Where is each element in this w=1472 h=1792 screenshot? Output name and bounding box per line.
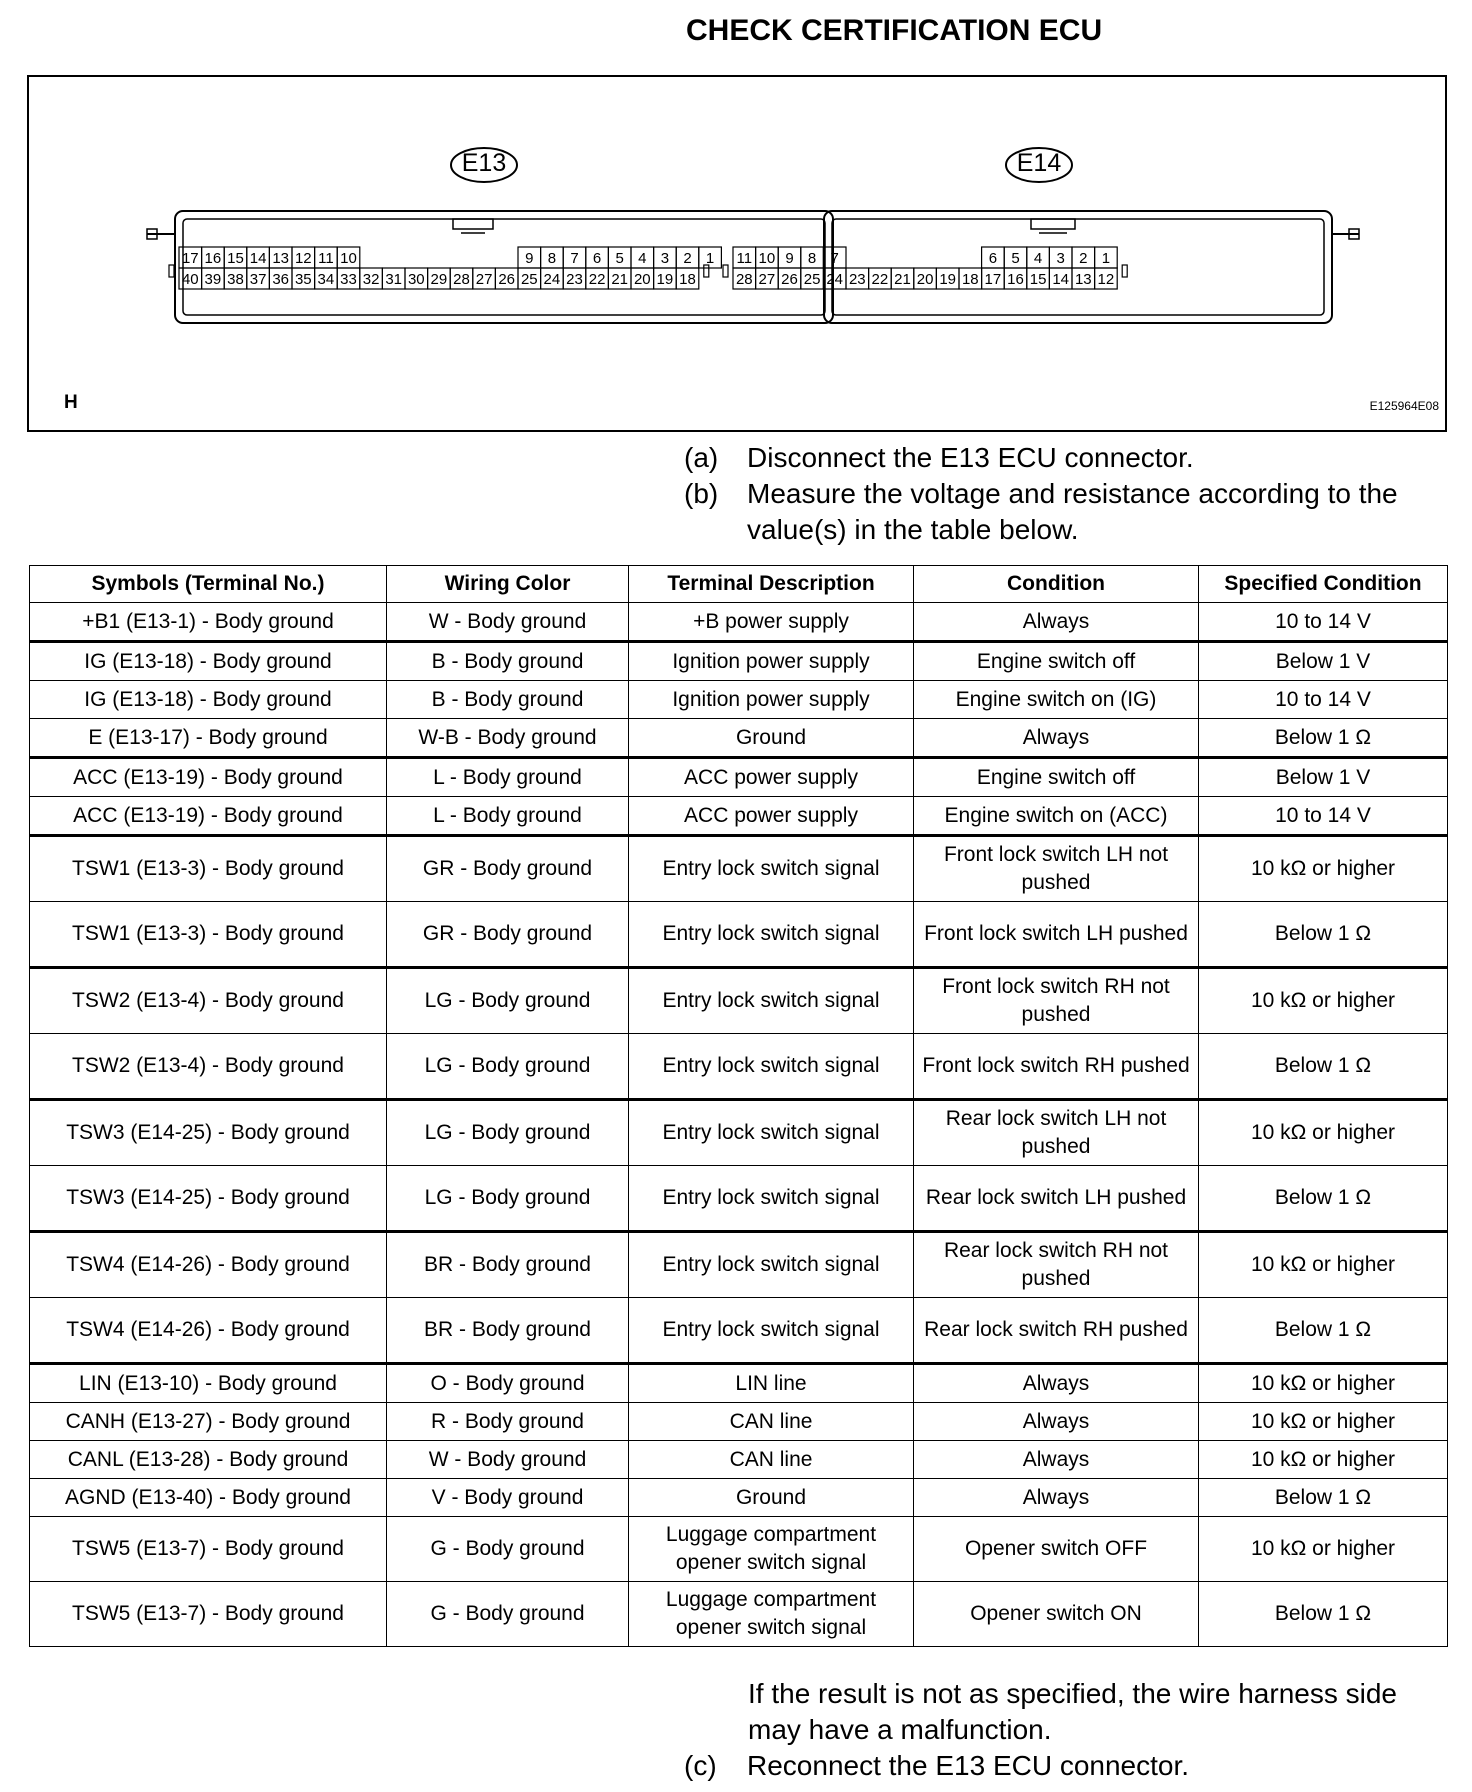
- pin-number: 19: [939, 271, 957, 288]
- pin-number: 13: [1074, 271, 1092, 288]
- cell-symbols: TSW5 (E13-7) - Body ground: [30, 1582, 387, 1647]
- pin-number: 8: [807, 250, 817, 267]
- connector-side-tab: [723, 265, 728, 277]
- pin-number: 38: [227, 271, 244, 288]
- e14-label: E14: [1016, 149, 1062, 177]
- cell-terminal-description: Entry lock switch signal: [629, 1232, 914, 1298]
- pin-number: 8: [547, 250, 557, 267]
- pin-number: 27: [475, 271, 493, 288]
- cell-condition: Engine switch on (IG): [914, 681, 1199, 719]
- pin-number: 23: [566, 271, 583, 288]
- cell-terminal-description: Ignition power supply: [629, 642, 914, 681]
- pin-grid: [169, 247, 1127, 289]
- pin-number: 2: [683, 250, 692, 267]
- pin-number: 18: [961, 271, 979, 288]
- cell-condition: Always: [914, 719, 1199, 758]
- pin-number: 24: [543, 271, 561, 288]
- table-row: [30, 1100, 1448, 1166]
- cell-terminal-description: Entry lock switch signal: [629, 968, 914, 1034]
- pin-number: 20: [633, 271, 651, 288]
- table-row: [30, 1441, 1448, 1479]
- cell-wiring-color: B - Body ground: [387, 642, 629, 681]
- cell-wiring-color: GR - Body ground: [387, 902, 629, 968]
- pin-number: 14: [249, 250, 267, 267]
- cell-condition: Always: [914, 1479, 1199, 1517]
- pin-number: 11: [318, 250, 334, 267]
- pin-number: 6: [988, 250, 998, 267]
- pin-number: 36: [272, 271, 290, 288]
- cell-terminal-description: Luggage compartment opener switch signal: [629, 1582, 914, 1647]
- cell-condition: Engine switch off: [914, 642, 1199, 681]
- cell-condition: Engine switch off: [914, 758, 1199, 797]
- e13-label: E13: [461, 149, 507, 177]
- pin-number: 7: [570, 250, 579, 267]
- cell-wiring-color: G - Body ground: [387, 1582, 629, 1647]
- cell-wiring-color: O - Body ground: [387, 1364, 629, 1403]
- cell-symbols: TSW3 (E14-25) - Body ground: [30, 1166, 387, 1232]
- cell-terminal-description: CAN line: [629, 1441, 914, 1479]
- header-symbols: Symbols (Terminal No.): [30, 566, 387, 603]
- pin-number: 4: [1033, 250, 1043, 267]
- pin-number: 26: [781, 271, 798, 288]
- cell-wiring-color: LG - Body ground: [387, 968, 629, 1034]
- cell-condition: Front lock switch LH pushed: [914, 902, 1199, 968]
- pin-number: 40: [181, 271, 199, 288]
- step-b-key: (b): [684, 478, 719, 509]
- cell-symbols: ACC (E13-19) - Body ground: [30, 797, 387, 836]
- step-a: [684, 440, 1472, 476]
- pin-number: 19: [656, 271, 674, 288]
- pin-number: 37: [249, 271, 267, 288]
- pin-number: 24: [826, 271, 844, 288]
- step-b-text: Measure the voltage and resistance according to the value(s) in the table below.: [747, 478, 1398, 545]
- pin-number: 27: [758, 271, 776, 288]
- pin-number: 1: [1101, 250, 1111, 267]
- cell-wiring-color: L - Body ground: [387, 758, 629, 797]
- cell-specified-condition: Below 1 Ω: [1199, 719, 1448, 758]
- pin-number: 33: [340, 271, 357, 288]
- cell-wiring-color: LG - Body ground: [387, 1166, 629, 1232]
- table-row: [30, 1582, 1448, 1647]
- header-wiring-color: Wiring Color: [387, 566, 629, 603]
- pin-number: 17: [984, 271, 1002, 288]
- cell-specified-condition: Below 1 Ω: [1199, 1582, 1448, 1647]
- pin-number: 30: [407, 271, 425, 288]
- cell-terminal-description: Entry lock switch signal: [629, 1034, 914, 1100]
- cell-terminal-description: Entry lock switch signal: [629, 1100, 914, 1166]
- header-condition: Condition: [914, 566, 1199, 603]
- table-row: [30, 836, 1448, 902]
- cell-symbols: TSW3 (E14-25) - Body ground: [30, 1100, 387, 1166]
- cell-specified-condition: 10 kΩ or higher: [1199, 1364, 1448, 1403]
- cell-wiring-color: W-B - Body ground: [387, 719, 629, 758]
- cell-symbols: TSW1 (E13-3) - Body ground: [30, 902, 387, 968]
- cell-wiring-color: B - Body ground: [387, 681, 629, 719]
- pin-number: 3: [660, 250, 670, 267]
- e13-key: [453, 219, 493, 229]
- pin-number: 6: [592, 250, 602, 267]
- cell-terminal-description: Ground: [629, 1479, 914, 1517]
- table-row: [30, 1517, 1448, 1582]
- cell-specified-condition: 10 kΩ or higher: [1199, 836, 1448, 902]
- cell-specified-condition: 10 kΩ or higher: [1199, 1232, 1448, 1298]
- cell-condition: Front lock switch RH not pushed: [914, 968, 1199, 1034]
- pin-number: 12: [294, 250, 312, 267]
- pin-number: 21: [894, 271, 911, 288]
- cell-specified-condition: 10 kΩ or higher: [1199, 1403, 1448, 1441]
- cell-condition: Opener switch OFF: [914, 1517, 1199, 1582]
- cell-specified-condition: 10 kΩ or higher: [1199, 1517, 1448, 1582]
- pin-number: 10: [340, 250, 357, 267]
- figure-id: E125964E08: [1369, 399, 1439, 413]
- connector-drawing: [29, 77, 1445, 430]
- figure-letter: H: [64, 392, 78, 413]
- cell-condition: Always: [914, 1441, 1199, 1479]
- table-row: [30, 1403, 1448, 1441]
- cell-wiring-color: W - Body ground: [387, 1441, 629, 1479]
- steps-top: [684, 440, 1472, 548]
- cell-symbols: +B1 (E13-1) - Body ground: [30, 603, 387, 642]
- table-row: [30, 1166, 1448, 1232]
- cell-symbols: TSW5 (E13-7) - Body ground: [30, 1517, 387, 1582]
- cell-specified-condition: 10 to 14 V: [1199, 681, 1448, 719]
- cell-wiring-color: LG - Body ground: [387, 1034, 629, 1100]
- cell-symbols: TSW4 (E14-26) - Body ground: [30, 1232, 387, 1298]
- cell-terminal-description: Luggage compartment opener switch signal: [629, 1517, 914, 1582]
- pin-number: 9: [785, 250, 794, 267]
- cell-symbols: TSW1 (E13-3) - Body ground: [30, 836, 387, 902]
- cell-symbols: CANL (E13-28) - Body ground: [30, 1441, 387, 1479]
- cell-specified-condition: Below 1 Ω: [1199, 1166, 1448, 1232]
- cell-specified-condition: 10 to 14 V: [1199, 603, 1448, 642]
- cell-condition: Always: [914, 603, 1199, 642]
- table-row: [30, 681, 1448, 719]
- specification-table: [29, 565, 1448, 1647]
- pin-number: 39: [204, 271, 222, 288]
- cell-wiring-color: GR - Body ground: [387, 836, 629, 902]
- pin-number: 14: [1052, 271, 1070, 288]
- cell-condition: Front lock switch RH pushed: [914, 1034, 1199, 1100]
- e14-body: [824, 211, 1332, 323]
- cell-condition: Front lock switch LH not pushed: [914, 836, 1199, 902]
- pin-number: 31: [385, 271, 403, 288]
- cell-specified-condition: 10 kΩ or higher: [1199, 1441, 1448, 1479]
- e14-key: [1031, 219, 1075, 229]
- result-note: If the result is not as specified, the wire harness side may have a malfunction.: [748, 1678, 1397, 1745]
- cell-terminal-description: Entry lock switch signal: [629, 836, 914, 902]
- cell-wiring-color: BR - Body ground: [387, 1298, 629, 1364]
- pin-number: 20: [916, 271, 934, 288]
- cell-terminal-description: ACC power supply: [629, 797, 914, 836]
- cell-symbols: AGND (E13-40) - Body ground: [30, 1479, 387, 1517]
- table-row: [30, 1479, 1448, 1517]
- pin-number: 1: [705, 250, 715, 267]
- table-row: [30, 603, 1448, 642]
- pin-number: 21: [611, 271, 629, 288]
- cell-symbols: LIN (E13-10) - Body ground: [30, 1364, 387, 1403]
- cell-terminal-description: Ignition power supply: [629, 681, 914, 719]
- connector-side-tab: [1122, 265, 1127, 277]
- cell-terminal-description: Entry lock switch signal: [629, 902, 914, 968]
- pin-number: 32: [362, 271, 380, 288]
- step-a-key: (a): [684, 442, 719, 473]
- cell-specified-condition: Below 1 Ω: [1199, 1034, 1448, 1100]
- pin-number: 18: [679, 271, 696, 288]
- table-row: [30, 1298, 1448, 1364]
- pin-number: 5: [615, 250, 624, 267]
- cell-terminal-description: ACC power supply: [629, 758, 914, 797]
- pin-number: 28: [453, 271, 470, 288]
- e13-body: [175, 211, 833, 323]
- cell-condition: Rear lock switch RH not pushed: [914, 1232, 1199, 1298]
- pin-number: 11: [736, 250, 753, 267]
- cell-wiring-color: BR - Body ground: [387, 1232, 629, 1298]
- cell-condition: Always: [914, 1403, 1199, 1441]
- cell-terminal-description: +B power supply: [629, 603, 914, 642]
- cell-terminal-description: CAN line: [629, 1403, 914, 1441]
- pin-number: 2: [1079, 250, 1088, 267]
- cell-specified-condition: 10 to 14 V: [1199, 797, 1448, 836]
- cell-wiring-color: G - Body ground: [387, 1517, 629, 1582]
- pin-number: 10: [758, 250, 776, 267]
- cell-condition: Opener switch ON: [914, 1582, 1199, 1647]
- cell-specified-condition: Below 1 V: [1199, 758, 1448, 797]
- table-row: [30, 719, 1448, 758]
- step-c-key: (c): [684, 1750, 717, 1781]
- cell-terminal-description: LIN line: [629, 1364, 914, 1403]
- table-row: [30, 1034, 1448, 1100]
- table-row: [30, 642, 1448, 681]
- cell-terminal-description: Entry lock switch signal: [629, 1166, 914, 1232]
- pin-number: 7: [830, 250, 839, 267]
- step-c: [684, 1748, 1472, 1784]
- cell-condition: Always: [914, 1364, 1199, 1403]
- pin-number: 34: [317, 271, 335, 288]
- cell-wiring-color: V - Body ground: [387, 1479, 629, 1517]
- pin-number: 12: [1097, 271, 1115, 288]
- cell-wiring-color: L - Body ground: [387, 797, 629, 836]
- steps-bottom: [684, 1748, 1472, 1784]
- pin-number: 28: [735, 271, 753, 288]
- pin-number: 35: [294, 271, 312, 288]
- table-row: [30, 758, 1448, 797]
- e13-body-inner: [183, 219, 825, 315]
- pin-number: 29: [430, 271, 448, 288]
- pin-number: 22: [871, 271, 889, 288]
- cell-wiring-color: R - Body ground: [387, 1403, 629, 1441]
- connector-side-tab: [169, 265, 174, 277]
- cell-specified-condition: Below 1 Ω: [1199, 1298, 1448, 1364]
- page-title: CHECK CERTIFICATION ECU: [686, 14, 1103, 47]
- cell-symbols: E (E13-17) - Body ground: [30, 719, 387, 758]
- connector-diagram: [27, 75, 1447, 432]
- cell-terminal-description: Entry lock switch signal: [629, 1298, 914, 1364]
- pin-number: 16: [204, 250, 222, 267]
- cell-specified-condition: 10 kΩ or higher: [1199, 1100, 1448, 1166]
- cell-symbols: IG (E13-18) - Body ground: [30, 642, 387, 681]
- pin-number: 26: [498, 271, 516, 288]
- pin-number: 15: [227, 250, 244, 267]
- cell-wiring-color: W - Body ground: [387, 603, 629, 642]
- cell-specified-condition: Below 1 Ω: [1199, 902, 1448, 968]
- step-b: [684, 476, 1472, 548]
- pin-number: 25: [520, 271, 538, 288]
- table-row: [30, 968, 1448, 1034]
- e14-body-inner: [832, 219, 1324, 315]
- step-a-text: Disconnect the E13 ECU connector.: [747, 442, 1194, 473]
- cell-specified-condition: Below 1 V: [1199, 642, 1448, 681]
- table-row: [30, 797, 1448, 836]
- cell-wiring-color: LG - Body ground: [387, 1100, 629, 1166]
- cell-condition: Rear lock switch LH pushed: [914, 1166, 1199, 1232]
- pin-number: 17: [181, 250, 199, 267]
- pin-number: 23: [848, 271, 866, 288]
- pin-number: 9: [525, 250, 534, 267]
- cell-symbols: IG (E13-18) - Body ground: [30, 681, 387, 719]
- step-c-text: Reconnect the E13 ECU connector.: [747, 1750, 1190, 1781]
- pin-number: 3: [1056, 250, 1065, 267]
- cell-symbols: TSW2 (E13-4) - Body ground: [30, 968, 387, 1034]
- pin-number: 13: [272, 250, 290, 267]
- pin-number: 15: [1029, 271, 1047, 288]
- pin-number: 5: [1011, 250, 1020, 267]
- header-specified-condition: Specified Condition: [1199, 566, 1448, 603]
- cell-symbols: TSW4 (E14-26) - Body ground: [30, 1298, 387, 1364]
- pin-number: 25: [803, 271, 821, 288]
- pin-number: 4: [638, 250, 647, 267]
- table-row: [30, 1232, 1448, 1298]
- header-terminal-description: Terminal Description: [629, 566, 914, 603]
- table-row: [30, 902, 1448, 968]
- cell-specified-condition: 10 kΩ or higher: [1199, 968, 1448, 1034]
- cell-condition: Rear lock switch LH not pushed: [914, 1100, 1199, 1166]
- cell-condition: Engine switch on (ACC): [914, 797, 1199, 836]
- cell-specified-condition: Below 1 Ω: [1199, 1479, 1448, 1517]
- table-row: [30, 1364, 1448, 1403]
- pin-number: 22: [588, 271, 606, 288]
- cell-condition: Rear lock switch RH pushed: [914, 1298, 1199, 1364]
- cell-symbols: TSW2 (E13-4) - Body ground: [30, 1034, 387, 1100]
- cell-terminal-description: Ground: [629, 719, 914, 758]
- cell-symbols: CANH (E13-27) - Body ground: [30, 1403, 387, 1441]
- pin-number: 16: [1007, 271, 1024, 288]
- cell-symbols: ACC (E13-19) - Body ground: [30, 758, 387, 797]
- table-header-row: [30, 566, 1448, 603]
